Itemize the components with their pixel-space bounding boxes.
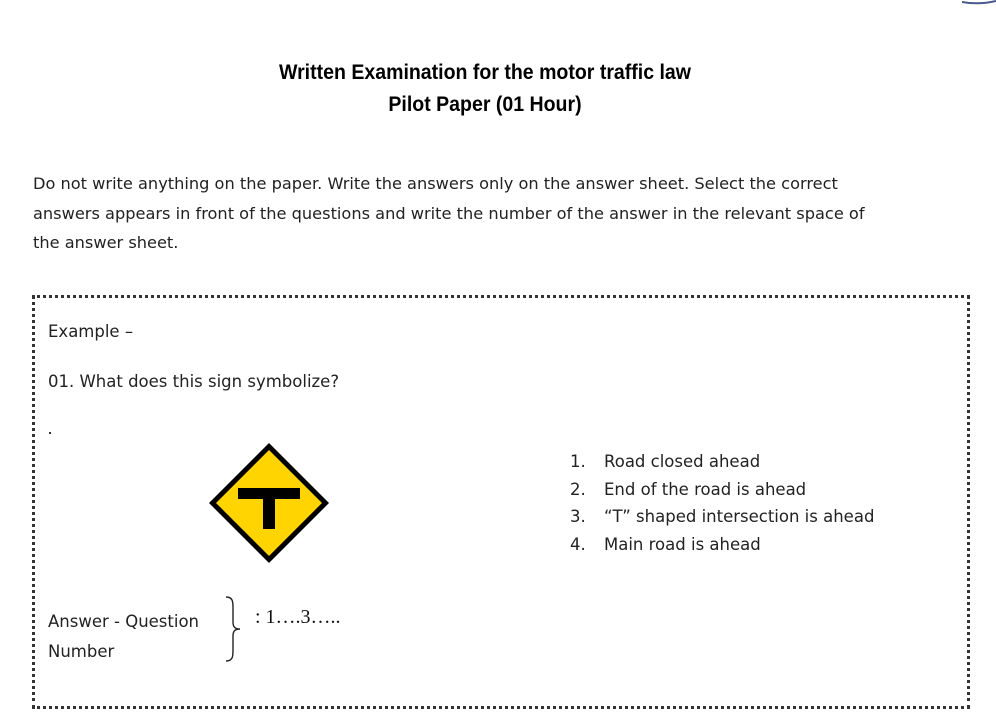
stray-dot-mark (49, 432, 51, 434)
option-3 (570, 503, 874, 531)
option-number: 4. (570, 535, 586, 555)
option-2 (570, 476, 874, 504)
instructions-line: the answer sheet. (33, 233, 179, 252)
option-number: 1. (570, 452, 586, 471)
instructions-paragraph (33, 169, 933, 258)
answer-options (570, 448, 874, 559)
t-intersection-sign-icon (207, 441, 331, 565)
option-text: Main road is ahead (604, 535, 761, 555)
answer-label-line: Number (48, 642, 115, 661)
option-text: End of the road is ahead (604, 479, 807, 499)
option-text: “T” shaped intersection is ahead (604, 507, 875, 527)
exam-subtitle: Pilot Paper (01 Hour) (388, 93, 582, 116)
answer-label (48, 607, 199, 667)
answer-label-line: Answer - Question (48, 612, 200, 631)
exam-title: Written Examination for the motor traffic law (279, 61, 691, 84)
option-4 (570, 531, 874, 559)
option-text: Road closed ahead (604, 452, 761, 471)
corner-edge-mark (962, 0, 996, 5)
instructions-line: Do not write anything on the paper. Write the answers only on the answer sheet. Select the correct (33, 174, 838, 193)
example-label: Example – (48, 322, 134, 341)
instructions-line: answers appears in front of the questions and write the number of the answer in the relevant space of (33, 203, 865, 223)
option-number: 2. (570, 479, 586, 499)
option-1 (570, 448, 874, 476)
sign-t-stem (263, 488, 275, 529)
answer-value: : 1….3….. (255, 606, 341, 628)
right-brace-icon (222, 594, 244, 664)
option-number: 3. (570, 507, 586, 527)
question-text: 01. What does this sign symbolize? (48, 372, 340, 391)
